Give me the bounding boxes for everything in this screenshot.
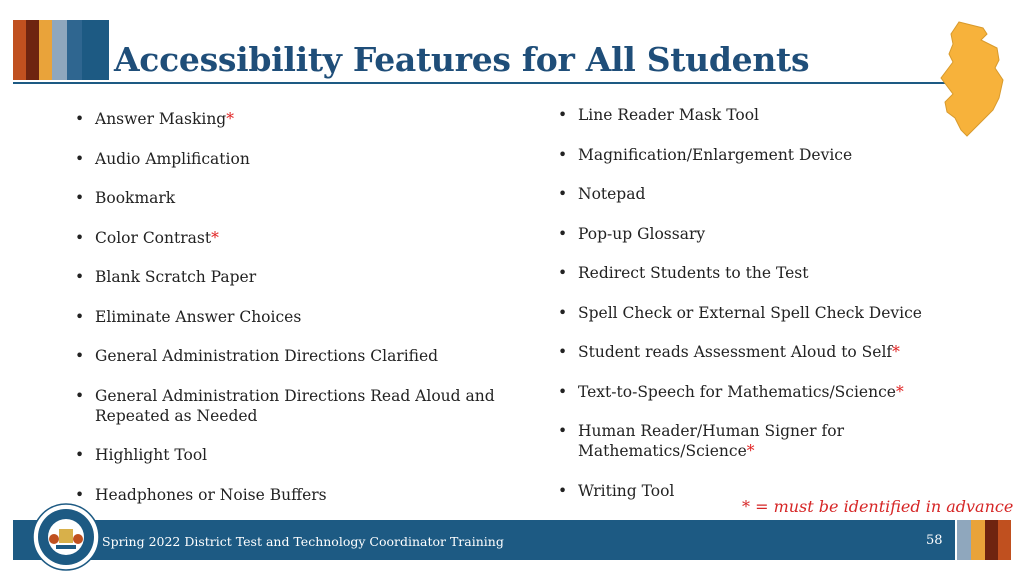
feature-item xyxy=(558,342,958,362)
feature-label: Text-to-Speech for Mathematics/Science xyxy=(578,382,896,401)
feature-item xyxy=(75,307,515,327)
feature-label: Magnification/Enlargement Device xyxy=(578,145,853,164)
feature-item xyxy=(558,145,958,165)
nj-education-seal-icon xyxy=(32,503,100,571)
footer-text: Spring 2022 District Test and Technology Coordinator Training xyxy=(102,534,504,549)
page-number: 58 xyxy=(926,533,943,548)
feature-label: Bookmark xyxy=(95,189,176,207)
feature-item xyxy=(75,188,515,208)
feature-item xyxy=(558,263,958,283)
required-marker: * xyxy=(746,442,755,460)
feature-label: General Administration Directions Read Aloud and Repeated as Needed xyxy=(95,386,495,425)
left-feature-list xyxy=(75,109,515,505)
feature-label: General Administration Directions Clarified xyxy=(95,347,439,365)
feature-item xyxy=(558,421,958,461)
header-stripes xyxy=(13,20,82,80)
feature-label: Audio Amplification xyxy=(95,149,250,168)
feature-item xyxy=(75,109,515,129)
feature-item xyxy=(75,445,515,465)
feature-label: Line Reader Mask Tool xyxy=(578,106,759,124)
title-accent-block xyxy=(82,20,109,80)
feature-item xyxy=(558,105,958,125)
feature-item xyxy=(558,224,958,244)
feature-item xyxy=(75,386,515,426)
feature-label: Blank Scratch Paper xyxy=(95,268,257,286)
feature-item xyxy=(75,267,515,287)
required-marker: * xyxy=(895,382,904,401)
feature-label: Notepad xyxy=(578,185,646,203)
feature-label: Answer Masking xyxy=(95,110,227,128)
feature-label: Eliminate Answer Choices xyxy=(95,307,302,326)
feature-label: Pop-up Glossary xyxy=(578,224,706,243)
advance-identification-note: * = must be identified in advance xyxy=(742,497,1014,516)
feature-item xyxy=(558,303,958,323)
feature-item xyxy=(75,485,515,505)
feature-label: Student reads Assessment Aloud to Self xyxy=(578,343,893,361)
feature-item xyxy=(558,382,958,402)
feature-item xyxy=(558,184,958,204)
feature-label: Headphones or Noise Buffers xyxy=(95,485,327,504)
feature-label: Spell Check or External Spell Check Device xyxy=(578,303,922,322)
required-marker: * xyxy=(226,110,234,128)
feature-label: Highlight Tool xyxy=(95,446,208,464)
feature-label: Writing Tool xyxy=(578,481,675,500)
footer-stripes xyxy=(957,520,1011,560)
feature-label: Color Contrast xyxy=(95,228,212,247)
feature-item xyxy=(75,346,515,366)
required-marker: * xyxy=(211,228,219,247)
page-title: Accessibility Features for All Students xyxy=(114,40,810,79)
feature-label: Human Reader/Human Signer for Mathematics/Science xyxy=(578,422,844,460)
required-marker: * xyxy=(892,343,900,361)
right-feature-list xyxy=(558,105,958,501)
feature-label: Redirect Students to the Test xyxy=(578,264,809,282)
feature-item xyxy=(75,149,515,169)
title-underline xyxy=(13,82,973,84)
feature-item xyxy=(75,228,515,248)
